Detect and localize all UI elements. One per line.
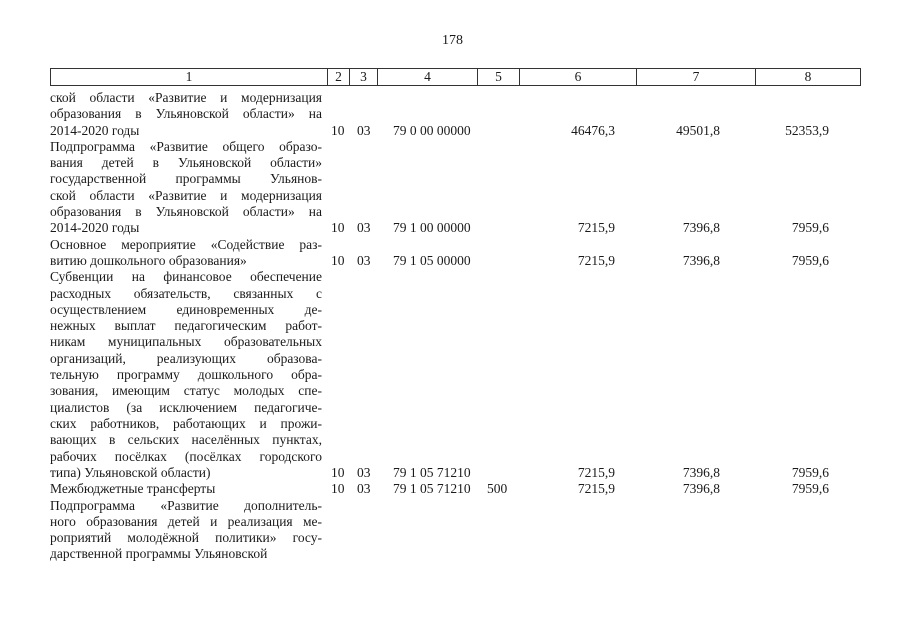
description-line: циалистов (за исключением педагогиче- — [50, 399, 322, 415]
column-header: 5 — [478, 69, 520, 86]
column-header: 6 — [520, 69, 637, 86]
description-line: осуществлением единовременных де- — [50, 301, 322, 317]
description-line: 2014-2020 годы — [50, 220, 140, 236]
description-line: дарственной программы Ульяновской — [50, 546, 268, 562]
amount-2019-cell: 7396,8 — [682, 220, 720, 236]
code-section-cell: 10 — [331, 220, 345, 236]
amount-2020-cell: 7959,6 — [791, 252, 829, 268]
description-line: вающих в сельских населённых пунктах, — [50, 432, 322, 448]
description-line: Подпрограмма «Развитие дополнитель- — [50, 497, 322, 513]
description-line: Субвенции на финансовое обеспечение — [50, 269, 322, 285]
description-line: ской области «Развитие и модернизация — [50, 90, 322, 105]
description-line: Подпрограмма «Развитие общего образо- — [50, 138, 322, 154]
column-header: 3 — [350, 69, 378, 86]
row-description — [50, 481, 322, 497]
description-line: типа) Ульяновской области) — [50, 464, 211, 480]
amount-2019-cell: 7396,8 — [682, 481, 720, 497]
description-line: ской области «Развитие и модернизация — [50, 187, 322, 203]
description-line: рабочих посёлках (посёлках городского — [50, 448, 322, 464]
column-header: 1 — [51, 69, 328, 86]
description-line: Межбюджетные трансферты — [50, 481, 216, 497]
description-line: образования в Ульяновской области» на — [50, 204, 322, 220]
row-description — [50, 237, 322, 270]
description-line: витию дошкольного образования» — [50, 252, 247, 268]
target-article-cell: 79 1 05 00000 — [393, 252, 471, 268]
description-line: Основное мероприятие «Содействие раз- — [50, 236, 322, 252]
amount-2018-cell: 46476,3 — [571, 122, 615, 138]
description-line: образования в Ульяновской области» на — [50, 106, 322, 122]
code-section-cell: 10 — [331, 464, 345, 480]
code-subsection-cell: 03 — [357, 464, 371, 480]
amount-2019-cell: 49501,8 — [676, 122, 720, 138]
description-line: нежных выплат педагогическим работ- — [50, 318, 322, 334]
column-header: 8 — [756, 69, 861, 86]
description-line: государственной программы Ульянов- — [50, 171, 322, 187]
description-line: никам муниципальных образовательных — [50, 334, 322, 350]
amount-2018-cell: 7215,9 — [577, 220, 615, 236]
row-description — [50, 498, 322, 563]
code-subsection-cell: 03 — [357, 252, 371, 268]
code-section-cell: 10 — [331, 122, 345, 138]
amount-2018-cell: 7215,9 — [577, 464, 615, 480]
description-line: роприятий молодёжной политики» госу- — [50, 530, 322, 546]
row-description — [50, 269, 322, 481]
column-header: 4 — [378, 69, 478, 86]
description-line: тельную программу дошкольного обра- — [50, 367, 322, 383]
code-section-cell: 10 — [331, 481, 345, 497]
column-header-table — [50, 68, 861, 86]
code-subsection-cell: 03 — [357, 481, 371, 497]
amount-2018-cell: 7215,9 — [577, 481, 615, 497]
description-line: вания детей в Ульяновской области» — [50, 155, 322, 171]
page-number: 178 — [442, 33, 463, 48]
amount-2020-cell: 7959,6 — [791, 220, 829, 236]
row-description — [50, 90, 322, 139]
amount-2018-cell: 7215,9 — [577, 252, 615, 268]
amount-2020-cell: 7959,6 — [791, 481, 829, 497]
amount-2020-cell: 52353,9 — [785, 122, 829, 138]
code-section-cell: 10 — [331, 252, 345, 268]
target-article-cell: 79 1 05 71210 — [393, 481, 471, 497]
code-subsection-cell: 03 — [357, 220, 371, 236]
description-line: ного образования детей и реализация ме- — [50, 513, 322, 529]
code-subsection-cell: 03 — [357, 122, 371, 138]
row-description — [50, 139, 322, 237]
amount-2019-cell: 7396,8 — [682, 252, 720, 268]
column-header: 2 — [328, 69, 350, 86]
target-article-cell: 79 1 05 71210 — [393, 464, 471, 480]
amount-2020-cell: 7959,6 — [791, 464, 829, 480]
amount-2019-cell: 7396,8 — [682, 464, 720, 480]
target-article-cell: 79 1 00 00000 — [393, 220, 471, 236]
expense-type-cell: 500 — [487, 481, 508, 497]
description-line: расходных обязательств, связанных с — [50, 285, 322, 301]
description-line: зования, имеющим статус молодых спе- — [50, 383, 322, 399]
column-header: 7 — [637, 69, 756, 86]
description-line: ских работников, работающих и прожи- — [50, 415, 322, 431]
target-article-cell: 79 0 00 00000 — [393, 122, 471, 138]
description-line: организаций, реализующих образова- — [50, 350, 322, 366]
description-line: 2014-2020 годы — [50, 122, 140, 138]
